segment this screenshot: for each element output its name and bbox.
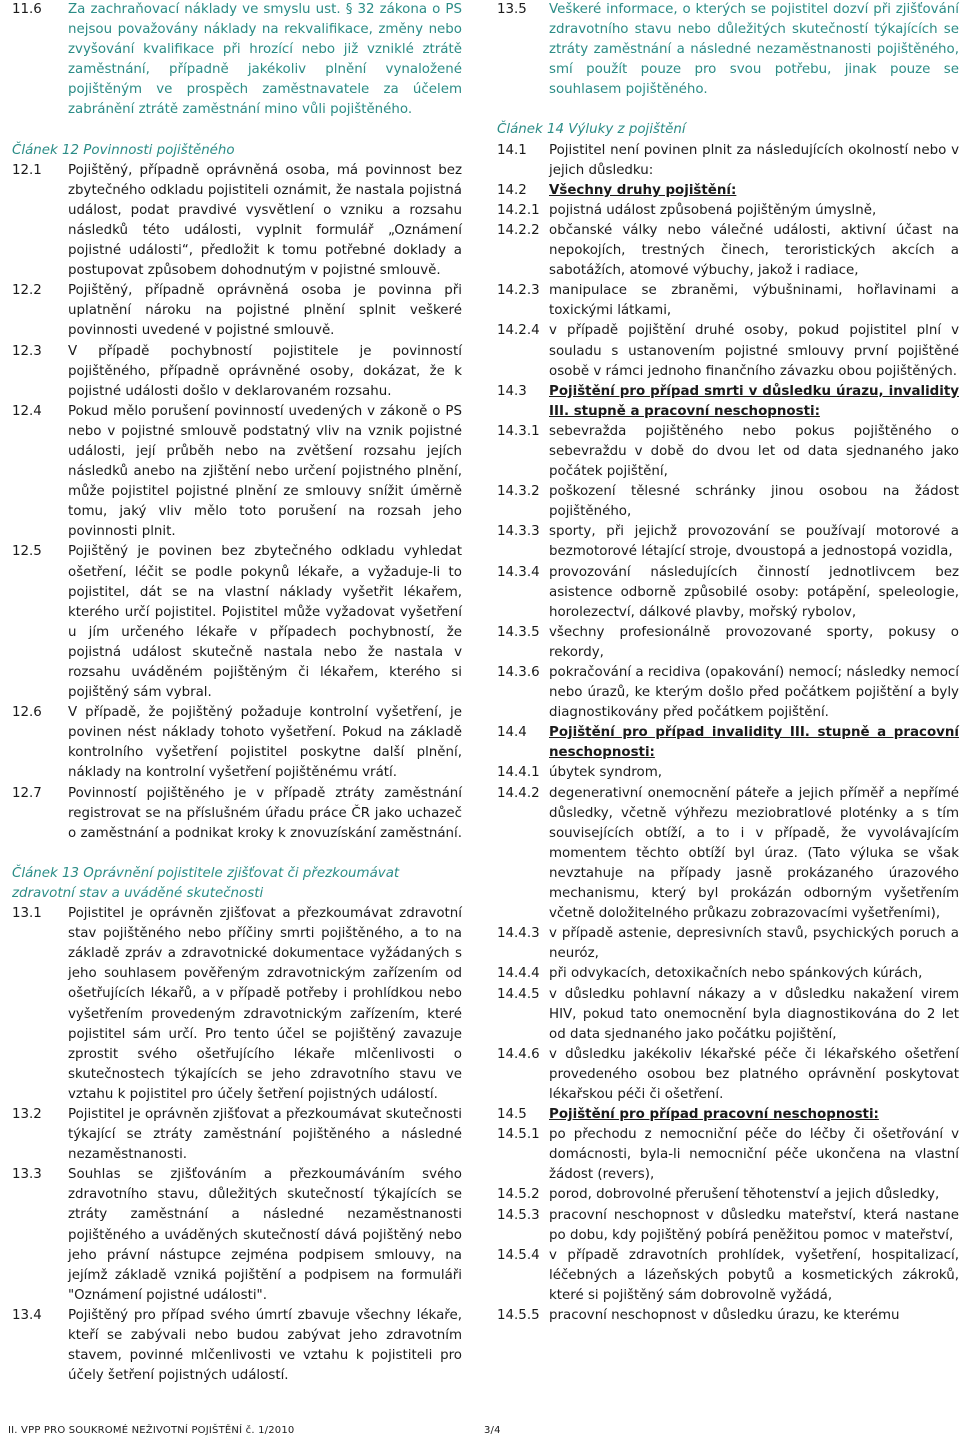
- section-text: porod, dobrovolné přerušení těhotenství a jejich důsledky,: [549, 1187, 940, 1203]
- section-number: 12.4: [12, 403, 42, 419]
- section-14-4-5: [497, 985, 959, 1045]
- section-text: Pojištěný, případně oprávněná osoba, má povinnost bez zbytečného odkladu pojistiteli oznámit, že nastala pojistná událost, podat pravdivé vysvětlení o vzniku a rozsahu následků této události, vyplnit formulář „Oznámení pojistné události“, předložit k tomu potřebné doklady a postupovat způsobem dohodnutým v pojistné smlouvě.: [68, 162, 462, 279]
- section-14-3: [497, 382, 959, 422]
- section-number: 14.3.2: [497, 484, 540, 500]
- section-number: 14.3: [497, 383, 527, 399]
- section-14-3-3: [497, 522, 959, 562]
- section-11-6: [12, 0, 462, 121]
- section-14-2-1: [497, 201, 959, 221]
- section-13-5: [497, 0, 959, 100]
- section-number: 14.5.5: [497, 1308, 540, 1323]
- section-number: 14.2.1: [497, 202, 540, 218]
- section-text: manipulace se zbraněmi, výbušninami, hořlavinami a toxickými látkami,: [549, 283, 959, 319]
- section-heading: Pojištění pro případ smrti v důsledku úrazu, invalidity III. stupně a pracovní neschopnosti:: [549, 383, 959, 419]
- section-text: v případě astenie, depresivních stavů, psychických poruch a neuróz,: [549, 926, 959, 962]
- section-text: degenerativní onemocnění páteře a jejich příměř a nepřímé důsledky, včetně výhřezu meziobratlové ploténky a s tím souvisejících obtíží, a to i v případě, že vyvolávajícím momentem těchto obtíží byl úraz. (Tato výluka se však nevztahuje na případy jasně prokázaného úrazového mechanismu, který byl prokázán odborným vyšetřením včetně doložitelného průkazu zobrazovacími vyšetřeními),: [549, 785, 959, 922]
- section-12-6: [12, 703, 462, 783]
- section-number: 13.3: [12, 1167, 42, 1183]
- section-14-4-4: [497, 964, 959, 984]
- section-number: 14.2.2: [497, 222, 540, 238]
- section-text: Pojistitel je oprávněn zjišťovat a přezkoumávat zdravotní stav pojištěného nebo příčiny smrti pojištěného, a to na základě zpráv a zdravotnické dokumentace vyžádaných s jeho souhlasem pověřeným zdravotnickým zařízením od ošetřujících lékařů, a v případě potřeby i prohlídkou nebo vyšetřením provedeným zdravotnickým zařízením, které pojistitel sám určí. Pro tento účel se pojištěný zavazuje zprostit svého ošetřujícího lékaře mlčenlivosti o skutečnostech týkajících se jeho zdravotního stavu ve vztahu k pojistitel pro účely šetření pojistných událostí.: [68, 906, 462, 1102]
- footer-document-title: II. VPP PRO SOUKROMÉ NEŽIVOTNÍ POJIŠTĚNÍ č. 1/2010: [8, 1425, 295, 1436]
- section-number: 14.5.3: [497, 1207, 540, 1223]
- section-text: pojistná událost způsobená pojištěným úmyslně,: [549, 202, 877, 218]
- section-number: 14.3.3: [497, 524, 540, 540]
- section-14-4-1: [497, 763, 959, 783]
- section-13-3: [12, 1165, 462, 1306]
- article-12-heading: Článek 12 Povinnosti pojištěného: [12, 142, 235, 158]
- section-text: Souhlas se zjišťováním a přezkoumáváním svého zdravotního stavu, důležitých skutečností týkajících se ztráty zaměstnání a následné nezaměstnanosti pojištěného a uváděných skutečností dává pojištěný nebo jeho právní nástupce zejména podpisem smlouvy, na jejímž základě vzniká pojištění a podpisem na formuláři "Oznámení pojistné události".: [68, 1167, 462, 1303]
- section-text: úbytek syndrom,: [549, 765, 663, 781]
- section-number: 14.5.4: [497, 1247, 540, 1263]
- page-footer: [8, 1424, 501, 1438]
- section-12-4: [12, 402, 462, 543]
- section-number: 14.2.3: [497, 283, 540, 299]
- section-text: V případě pochybností pojistitele je povinností pojištěného, případně oprávněné osoby, dokázat, že k pojistné události došlo v deklarovaném rozsahu.: [68, 343, 462, 399]
- section-text: v případě pojištění druhé osoby, pokud pojistitel plní v souladu s ustanovením pojistné smlouvy první pojištěné osobě v rámci jednoho finančního závazku obou pojištěných.: [549, 323, 959, 379]
- section-12-7: [12, 784, 462, 844]
- section-number: 14.5.2: [497, 1187, 540, 1203]
- section-number: 14.4.5: [497, 986, 540, 1002]
- section-text: v důsledku pohlavní nákazy a v důsledku nakažení virem HIV, pokud tato onemocnění byla diagnostikována do 2 let od data sjednaného jako počátku pojištění,: [549, 986, 959, 1042]
- section-text: při odvykacích, detoxikačních nebo spánkových kúrách,: [549, 966, 923, 982]
- section-14-5-4: [497, 1246, 959, 1306]
- section-14-4-3: [497, 924, 959, 964]
- section-13-2: [12, 1105, 462, 1165]
- section-text: V případě, že pojištěný požaduje kontrolní vyšetření, je povinen nést náklady tohoto vyšetření. Pokud na základě kontrolního vyšetření pojistitel poskytne další plnění, náklady na kontrolní vyšetření pojištěnému vrátí.: [68, 705, 462, 781]
- section-number: 14.5: [497, 1107, 527, 1123]
- section-text: Pokud mělo porušení povinností uvedených v zákoně o PS nebo v pojistné smlouvě podstatný vliv na vznik pojistné události, její průběh nebo na zvětšení rozsahu jejích následků anebo na zjištění nebo určení pojistného plnění, může pojistitel pojistné plnění ze smlouvy snížit úměrně tomu, jaký vliv mělo toto porušení na rozsah jeho povinnosti plnit.: [68, 403, 462, 540]
- section-number: 14.3.4: [497, 564, 540, 580]
- section-number: 12.7: [12, 785, 42, 801]
- section-number: 14.2.4: [497, 323, 540, 339]
- section-text: Veškeré informace, o kterých se pojistitel dozví při zjišťování zdravotního stavu nebo důležitých skutečností týkajících se ztráty zaměstnání a následné nezaměstnanosti pojištěného, smí použít pouze pro svou potřebu, jinak pouze se souhlasem pojištěného.: [549, 2, 959, 98]
- section-text: poškození tělesné schránky jinou osobou na žádost pojištěného,: [549, 484, 959, 520]
- section-text: všechny profesionálně provozované sporty, pokusy o rekordy,: [549, 624, 959, 660]
- section-number: 14.4.2: [497, 785, 540, 801]
- section-14-5-3: [497, 1206, 959, 1246]
- section-number: 14.5.1: [497, 1127, 540, 1143]
- section-text: Pojistitel je oprávněn zjišťovat a přezkoumávat skutečnosti týkající se ztráty zaměstnání pojištěného a následné nezaměstnanosti.: [68, 1106, 462, 1163]
- section-number: 11.6: [12, 2, 42, 17]
- section-number: 13.5: [497, 2, 527, 17]
- section-text: pokračování a recidiva (opakování) nemocí; následky nemocí nebo úrazů, ke kterým došlo před počátkem pojištění a byly diagnostikovány před počátkem pojištění.: [549, 665, 959, 721]
- section-number: 14.4.1: [497, 765, 540, 781]
- section-number: 14.4.6: [497, 1046, 540, 1062]
- section-14-5-5: [497, 1306, 959, 1326]
- section-14-3-4: [497, 563, 959, 623]
- section-text: sporty, při jejichž provozování se používají motorové a bezmotorové létající stroje, dvoustopá a jednostopá vozidla,: [549, 524, 959, 560]
- section-14-2-2: [497, 221, 959, 281]
- section-number: 14.3.5: [497, 624, 540, 640]
- right-column: [497, 0, 959, 1326]
- section-number: 14.3.6: [497, 665, 540, 680]
- section-text: pracovní neschopnost v důsledku mateřství, která nastane po dobu, kdy pojištěný pobírá peněžitou pomoc v mateřství,: [549, 1207, 959, 1243]
- section-number: 14.3.1: [497, 423, 540, 439]
- section-text: po přechodu z nemocniční péče do léčby či ošetřování v domácnosti, byla-li nemocniční péče ukončena na vlastní žádost (revers),: [549, 1127, 959, 1183]
- section-12-5: [12, 542, 462, 703]
- left-column: [12, 0, 462, 1386]
- section-text: sebevražda pojištěného nebo pokus pojištěného o sebevraždu v době do dvou let od data sjednaného jako počátek pojištění,: [549, 423, 959, 480]
- section-14-3-2: [497, 482, 959, 522]
- section-number: 12.6: [12, 705, 42, 721]
- section-13-1: [12, 904, 462, 1105]
- section-14-3-6: [497, 663, 959, 723]
- section-text: v případě zdravotních prohlídek, vyšetření, hospitalizací, léčebných a lázeňských pobytů a kosmetických zákroků, které si pojištěný sám dobrovolně vyžádá,: [549, 1247, 959, 1303]
- section-14-2-4: [497, 321, 959, 381]
- section-number: 14.2: [497, 182, 527, 198]
- section-number: 12.5: [12, 544, 42, 560]
- section-14-5: [497, 1105, 959, 1125]
- section-text: v důsledku jakékoliv lékařské péče či lékařského ošetření provedeného osobou bez platného oprávnění poskytovat lékařskou péči či ošetření.: [549, 1046, 959, 1102]
- section-number: 14.4: [497, 725, 527, 741]
- section-text: provozování následujících činností jednotlivcem bez asistence odborně způsobilé osoby: potápění, speleologie, horolezectví, dálkové plavby, mořský rybolov,: [549, 564, 959, 620]
- section-14-4-6: [497, 1045, 959, 1105]
- section-14-3-5: [497, 623, 959, 663]
- section-14-5-1: [497, 1125, 959, 1185]
- section-number: 14.4.3: [497, 926, 540, 942]
- section-heading: Všechny druhy pojištění:: [549, 182, 737, 198]
- article-14-heading: Článek 14 Výluky z pojištění: [497, 122, 686, 138]
- article-13-heading: Článek 13 Oprávnění pojistitele zjišťovat či přezkoumávat zdravotní stav a uváděné skutečnosti: [12, 865, 400, 901]
- section-12-1: [12, 161, 462, 282]
- page-number: 3/4: [484, 1425, 501, 1436]
- section-heading: Pojištění pro případ pracovní neschopnosti:: [549, 1107, 879, 1123]
- section-number: 13.1: [12, 906, 42, 922]
- section-number: 13.2: [12, 1106, 42, 1122]
- section-number: 14.1: [497, 142, 527, 158]
- section-number: 14.4.4: [497, 966, 540, 982]
- section-text: občanské války nebo válečné události, aktivní účast na nepokojích, trestných činech, teroristických akcích a sabotážích, atomové výbuchy, jakož i radiace,: [549, 222, 959, 279]
- section-number: 13.4: [12, 1307, 42, 1323]
- section-text: Pojistitel není povinen plnit za následujících okolností nebo v jejich důsledku:: [549, 142, 959, 178]
- section-12-2: [12, 281, 462, 341]
- section-number: 12.1: [12, 162, 42, 178]
- section-14-3-1: [497, 422, 959, 482]
- section-text: Za zachraňovací náklady ve smyslu ust. § 32 zákona o PS nejsou považovány náklady na rekvalifikace, změny nebo zvyšování kvalifikace při hrozící nebo již vzniklé ztrátě zaměstnání, případně jakékoliv plnění vynaložené pojištěným ve prospěch zaměstnavatele za účelem zabránění ztrátě zaměstnání mino vůli pojištěného.: [68, 2, 462, 118]
- section-text: pracovní neschopnost v důsledku úrazu, ke kterému: [549, 1308, 900, 1323]
- section-text: Pojištěný, případně oprávněná osoba je povinna při uplatnění nároku na pojistné plnění splnit veškeré povinnosti uvedené v pojistné smlouvě.: [68, 283, 462, 339]
- section-14-1: [497, 141, 959, 181]
- section-text: Pojištěný je povinen bez zbytečného odkladu vyhledat ošetření, léčit se podle pokynů lékaře, a vyžaduje-li to pojistitel, dát se na vlastní náklady vyšetřit lékařem, kterého určí pojistitel. Pojistitel může vyžadovat vyšetření u jím určeného lékaře v případech pochybností, že pojistná událost skutečně nastala nebo že nastala v rozsahu uváděném pojištěným či lékařem, kterého si pojištěný sám vybral.: [68, 544, 462, 701]
- section-12-3: [12, 342, 462, 402]
- section-heading: Pojištění pro případ invalidity III. stupně a pracovní neschopnosti:: [549, 725, 959, 761]
- section-14-2: [497, 181, 959, 201]
- section-14-5-2: [497, 1185, 959, 1205]
- section-number: 12.3: [12, 343, 42, 359]
- section-14-4: [497, 723, 959, 763]
- section-14-2-3: [497, 281, 959, 321]
- section-number: 12.2: [12, 283, 42, 299]
- section-text: Pojištěný pro případ svého úmrtí zbavuje všechny lékaře, kteří se zabývali nebo budou zabývat jeho zdravotním stavem, povinné mlčenlivosti ve vztahu k pojistiteli pro účely šetření pojistných událostí.: [68, 1307, 462, 1384]
- section-text: Povinností pojištěného je v případě ztráty zaměstnání registrovat se na příslušném úřadu práce ČR jako uchazeč o zaměstnání a podnikat kroky k znovuzískání zaměstnání.: [68, 785, 463, 841]
- section-13-4: [12, 1306, 462, 1386]
- section-14-4-2: [497, 784, 959, 925]
